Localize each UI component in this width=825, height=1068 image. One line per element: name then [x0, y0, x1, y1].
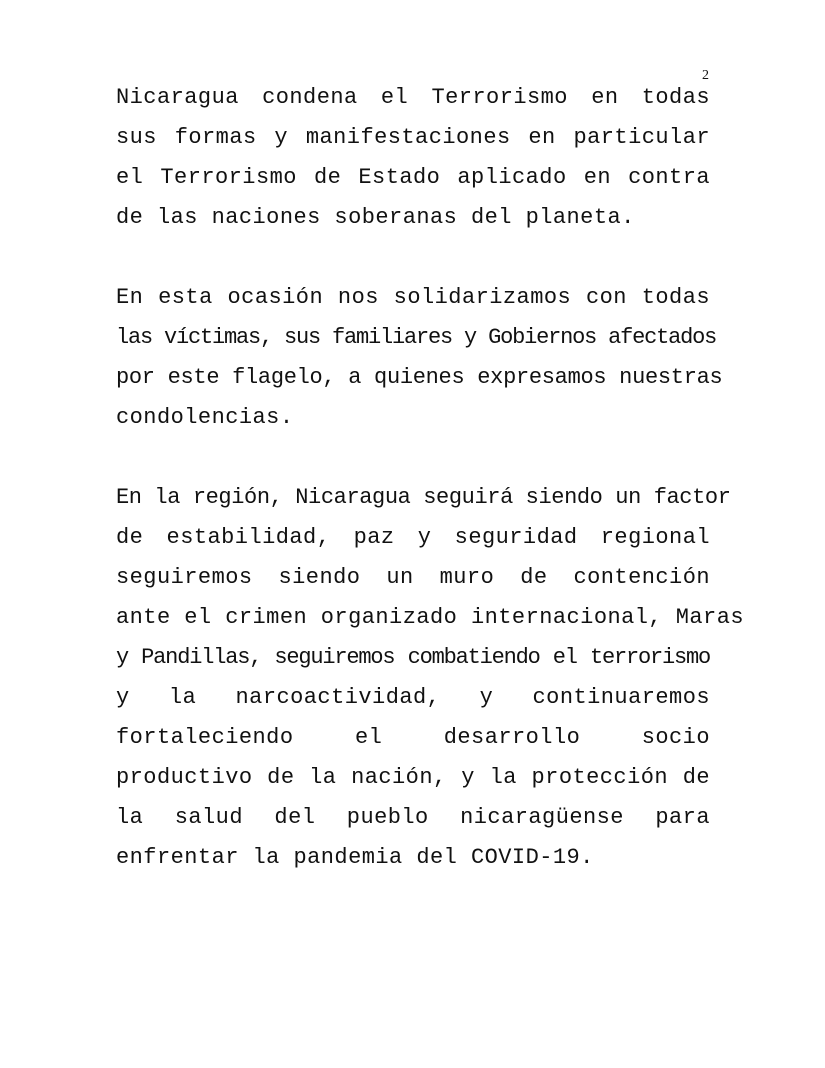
text-line: productivo de la nación, y la protección de	[116, 765, 710, 790]
text-line: sus formas y manifestaciones en particular	[116, 125, 710, 150]
page-number: 2	[702, 68, 709, 83]
text-line: ante el crimen organizado internacional, Maras	[116, 605, 744, 630]
text-line: la salud del pueblo nicaragüense para	[116, 805, 710, 830]
text-line: seguiremos siendo un muro de contención	[116, 565, 710, 590]
text-line: de las naciones soberanas del planeta.	[116, 205, 635, 230]
paragraph-1	[116, 78, 710, 238]
text-line: Nicaragua condena el Terrorismo en todas	[116, 85, 710, 110]
text-line: enfrentar la pandemia del COVID-19.	[116, 845, 594, 870]
text-line: el Terrorismo de Estado aplicado en contra	[116, 165, 710, 190]
text-line: de estabilidad, paz y seguridad regional	[116, 525, 710, 550]
paragraph-2	[116, 278, 723, 438]
text-line: En esta ocasión nos solidarizamos con todas	[116, 285, 710, 310]
paragraph-3	[116, 478, 744, 878]
document-body	[116, 78, 744, 918]
text-line: las víctimas, sus familiares y Gobiernos afectados	[116, 325, 717, 350]
text-line: fortaleciendo el desarrollo socio	[116, 725, 710, 750]
text-line: por este flagelo, a quienes expresamos nuestras	[116, 365, 723, 390]
text-line: En la región, Nicaragua seguirá siendo un factor	[116, 485, 731, 510]
text-line: y la narcoactividad, y continuaremos	[116, 685, 710, 710]
text-line: condolencias.	[116, 405, 294, 430]
text-line: y Pandillas, seguiremos combatiendo el terrorismo	[116, 645, 710, 670]
